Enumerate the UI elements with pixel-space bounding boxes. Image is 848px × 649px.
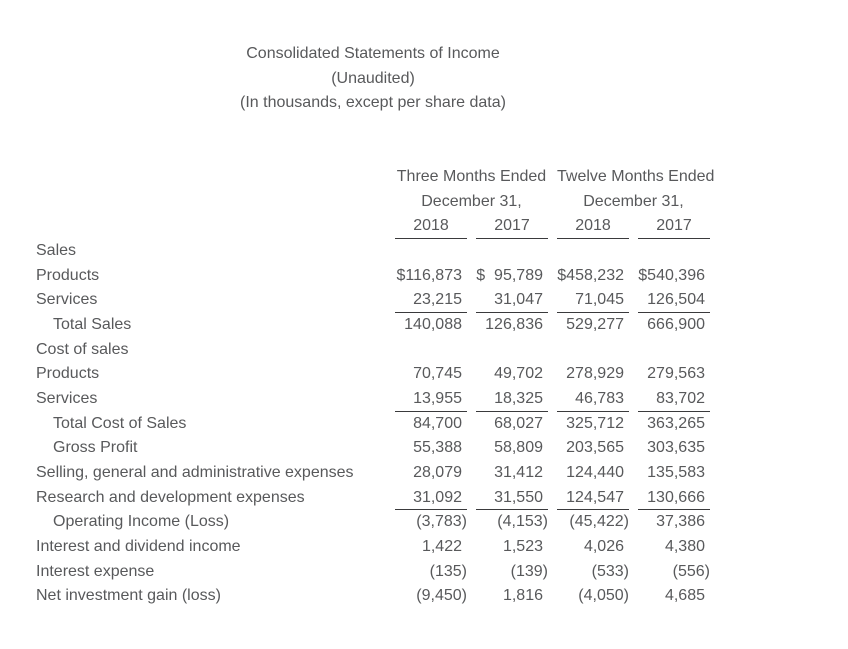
cell-value: 124,440 xyxy=(566,463,624,481)
cell-value: 4,026 xyxy=(583,537,624,555)
row-label: Products xyxy=(36,365,100,383)
row-label: Interest and dividend income xyxy=(36,537,241,555)
cell-value: 126,836 xyxy=(485,316,543,334)
year-header: 2017 xyxy=(476,214,548,239)
table-row xyxy=(36,510,710,535)
cell-value: 37,386 xyxy=(656,513,705,531)
cell-value: $116,873 xyxy=(396,266,462,284)
cell-value xyxy=(638,338,710,363)
table-row xyxy=(36,288,710,313)
cell-value: (4,050) xyxy=(578,587,629,605)
cell-value: (556) xyxy=(672,562,710,580)
cell-value: 31,047 xyxy=(476,288,548,313)
cell-value xyxy=(476,338,548,363)
statement-title: Consolidated Statements of Income xyxy=(246,45,500,62)
cell-value: (3,783) xyxy=(416,513,467,531)
spacer-cell xyxy=(36,190,386,215)
row-label: Cost of sales xyxy=(36,340,129,358)
cell-value: $ 95,789 xyxy=(476,266,543,284)
cell-value: 4,380 xyxy=(664,537,705,555)
row-label: Net investment gain (loss) xyxy=(36,587,221,605)
row-label: Operating Income (Loss) xyxy=(53,513,230,531)
table-row xyxy=(36,239,710,264)
cell-value xyxy=(395,338,467,363)
table-row xyxy=(36,560,710,585)
cell-value: 1,523 xyxy=(502,537,543,555)
date-subheader: December 31, xyxy=(421,192,522,210)
cell-value: 203,565 xyxy=(566,439,624,457)
cell-value: $458,232 xyxy=(557,266,624,284)
cell-value: 83,702 xyxy=(638,387,710,412)
cell-value xyxy=(395,239,467,264)
table-row xyxy=(36,362,710,387)
cell-value: 46,783 xyxy=(557,387,629,412)
cell-value: 58,809 xyxy=(494,439,543,457)
column-group-header-row xyxy=(36,165,715,190)
cell-value: $540,396 xyxy=(638,266,705,284)
column-group-three-months: Three Months Ended xyxy=(396,168,547,186)
cell-value: 124,547 xyxy=(557,486,629,511)
cell-value: 68,027 xyxy=(494,414,543,432)
table-row xyxy=(36,461,710,486)
cell-value: 31,412 xyxy=(494,463,543,481)
cell-value: 23,215 xyxy=(395,288,467,313)
cell-value xyxy=(476,239,548,264)
cell-value: 278,929 xyxy=(566,365,624,383)
row-label: Sales xyxy=(36,242,77,260)
income-statement-table xyxy=(36,165,715,609)
statement-content xyxy=(36,42,715,609)
cell-value: 303,635 xyxy=(647,439,705,457)
spacer-cell xyxy=(36,214,386,239)
cell-value: (4,153) xyxy=(497,513,548,531)
spacer-cell xyxy=(36,165,386,190)
table-row xyxy=(36,584,710,609)
cell-value: 130,666 xyxy=(638,486,710,511)
cell-value: 126,504 xyxy=(638,288,710,313)
row-label: Total Sales xyxy=(53,316,132,334)
statement-title-block xyxy=(36,42,710,116)
cell-value xyxy=(557,239,629,264)
row-label: Services xyxy=(36,390,98,408)
table-row xyxy=(36,264,710,289)
year-header-row xyxy=(36,214,710,239)
cell-value: 18,325 xyxy=(476,387,548,412)
row-label: Gross Profit xyxy=(53,439,138,457)
table-row xyxy=(36,535,710,560)
cell-value: 71,045 xyxy=(557,288,629,313)
table-row xyxy=(36,313,710,338)
cell-value: 28,079 xyxy=(413,463,462,481)
document-page xyxy=(0,42,848,649)
cell-value: 31,550 xyxy=(476,486,548,511)
cell-value: (9,450) xyxy=(416,587,467,605)
statement-subtitle-unaudited: (Unaudited) xyxy=(331,69,415,87)
date-subheader-row xyxy=(36,190,710,215)
table-body xyxy=(36,239,710,609)
year-header: 2017 xyxy=(638,214,710,239)
cell-value: 279,563 xyxy=(647,365,705,383)
column-group-twelve-months: Twelve Months Ended xyxy=(557,168,715,186)
cell-value: 325,712 xyxy=(566,414,624,432)
cell-value: 4,685 xyxy=(664,587,705,605)
row-label: Selling, general and administrative expenses xyxy=(36,463,354,481)
cell-value: 31,092 xyxy=(395,486,467,511)
cell-value: 84,700 xyxy=(413,414,462,432)
cell-value: 666,900 xyxy=(647,316,705,334)
row-label: Services xyxy=(36,291,98,309)
cell-value xyxy=(638,239,710,264)
table-row xyxy=(36,436,710,461)
date-subheader: December 31, xyxy=(583,192,684,210)
cell-value: 140,088 xyxy=(404,316,462,334)
year-header: 2018 xyxy=(395,214,467,239)
cell-value: 363,265 xyxy=(647,414,705,432)
cell-value: 529,277 xyxy=(566,316,624,334)
row-label: Total Cost of Sales xyxy=(53,414,187,432)
cell-value xyxy=(557,338,629,363)
statement-units-note: (In thousands, except per share data) xyxy=(240,94,506,112)
table-row xyxy=(36,338,710,363)
cell-value: 1,816 xyxy=(502,587,543,605)
cell-value: 135,583 xyxy=(647,463,705,481)
cell-value: 55,388 xyxy=(413,439,462,457)
row-label: Research and development expenses xyxy=(36,488,305,506)
table-row xyxy=(36,486,710,511)
cell-value: (45,422) xyxy=(569,513,629,531)
cell-value: (533) xyxy=(591,562,629,580)
year-header: 2018 xyxy=(557,214,629,239)
cell-value: 49,702 xyxy=(494,365,543,383)
cell-value: 70,745 xyxy=(413,365,462,383)
row-label: Products xyxy=(36,266,100,284)
row-label: Interest expense xyxy=(36,562,155,580)
cell-value: 1,422 xyxy=(421,537,462,555)
table-row xyxy=(36,412,710,437)
table-row xyxy=(36,387,710,412)
cell-value: (135) xyxy=(429,562,467,580)
cell-value: 13,955 xyxy=(395,387,467,412)
cell-value: (139) xyxy=(510,562,548,580)
